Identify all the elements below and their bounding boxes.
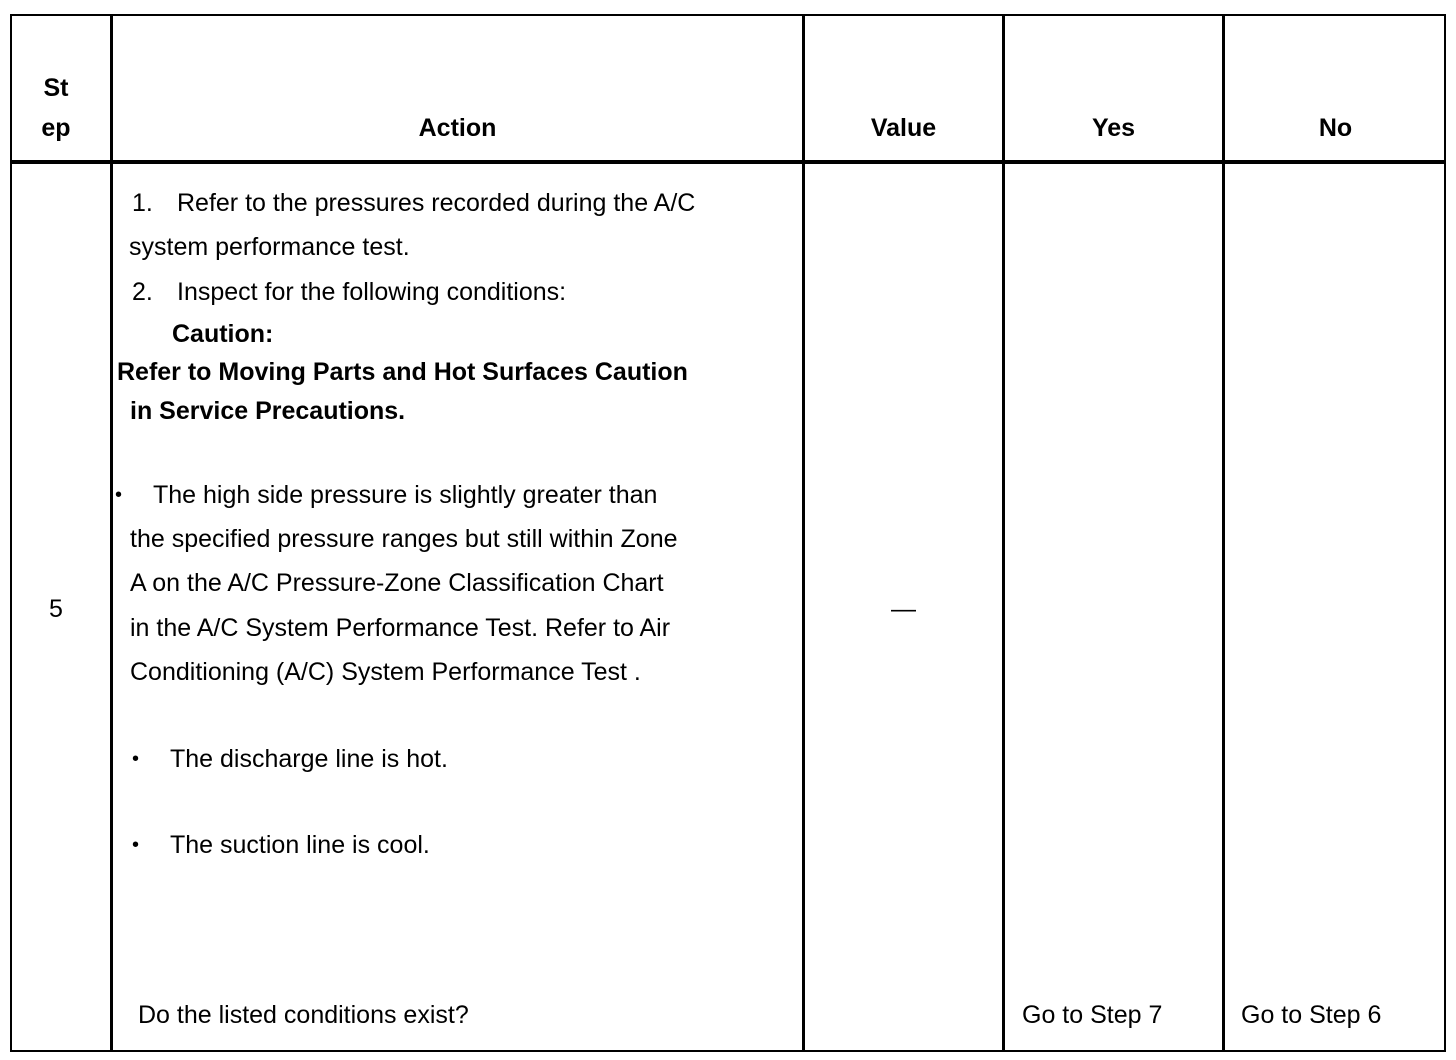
column-divider [802,14,805,1052]
caution-line2: in Service Precautions. [130,397,406,425]
bullet-icon: • [132,748,140,770]
column-divider [1002,14,1005,1052]
header-step-line1: St [43,74,69,102]
bullet-icon: • [132,834,140,856]
condition1-line5: Conditioning (A/C) System Performance Test . [130,658,641,686]
column-divider [110,14,113,1052]
header-divider [10,160,1446,164]
condition1-line2: the specified pressure ranges but still within Zone [130,525,678,553]
condition1-line4: in the A/C System Performance Test. Refer to Air [130,614,671,642]
item2-number: 2. [132,278,153,306]
no-go-to-step: Go to Step 6 [1241,1001,1382,1029]
condition1-line3: A on the A/C Pressure-Zone Classification Chart [130,569,664,597]
caution-line1: Refer to Moving Parts and Hot Surfaces Caution [117,358,688,386]
condition2: The discharge line is hot. [170,745,448,773]
item1-number: 1. [132,189,153,217]
header-step-line2: ep [41,114,71,142]
column-divider [1222,14,1225,1052]
header-value: Value [870,114,937,142]
step-number: 5 [49,595,63,623]
header-action: Action [418,114,497,142]
caution-label: Caution: [172,320,274,348]
yes-go-to-step: Go to Step 7 [1022,1001,1163,1029]
diagnostic-table [10,14,1446,1052]
header-yes: Yes [1091,114,1136,142]
value-dash: — [891,595,916,623]
item1-line1: Refer to the pressures recorded during the A/C [177,189,696,217]
header-step [12,68,100,148]
header-no: No [1318,114,1353,142]
condition1-line1: The high side pressure is slightly greater than [153,481,658,509]
item1-line2: system performance test. [129,233,410,261]
item2-line1: Inspect for the following conditions: [177,278,567,306]
condition3: The suction line is cool. [170,831,430,859]
bullet-icon: • [115,484,123,506]
question-text: Do the listed conditions exist? [138,1001,469,1029]
